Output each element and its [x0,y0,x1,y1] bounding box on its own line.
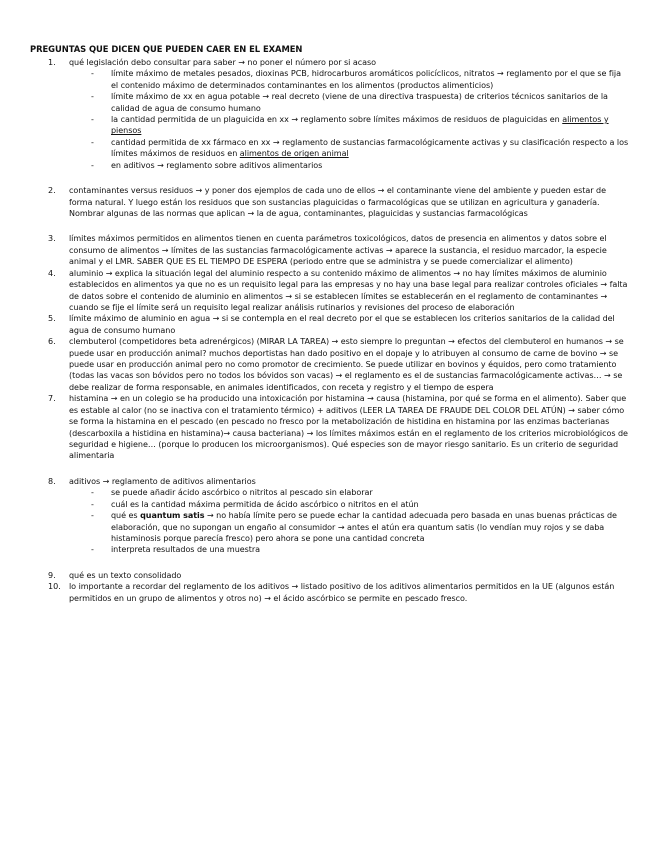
list-item [30,185,630,219]
sub-list-item: - en aditivos → reglamento sobre aditivos alimentarios [91,160,323,170]
sub-list-item: - qué es quantum satis → no había límite pero se puede echar la cantidad adecuada pero basada en unas buenas prácticas de elaboración, que no supongan un engaño al consumidor → antes el atún era quantum satis (lo vendían muy rojos y se daba histaminosis porque parecía fresco) pero ahora se pone una cantidad concreta [91,511,617,543]
sub-item-text: límite máximo de metales pesados, dioxinas PCB, hidrocarburos aromáticos policíclicos, nitratos → reglamento por el que se fija el contenido máximo de determinados contaminantes en los alimentos (productos alimenticios) [111,69,621,90]
sub-item-text: la cantidad permitida de un plaguicida en xx → reglamento sobre límites máximos de residuos de plaguicidas en [111,115,563,125]
sub-list-item: - límite máximo de xx en agua potable → real decreto (viene de una directiva traspuesta) de criterios técnicos sanitarios de la calidad de agua de consumo humano [91,92,608,113]
list-item [30,336,630,393]
sub-item-text: qué es [111,511,141,521]
spacer [30,219,630,233]
item-text: lo importante a recordar del reglamento de los aditivos → listado positivo de los aditivos alimentarios permitidos en la UE (algunos están permitidos en un grupo de alimentos y otros no) → el ácido ascórbico se permite en pescado fresco. [69,582,615,603]
questions-list [30,57,630,604]
item-text: límites máximos permitidos en alimentos tienen en cuenta parámetros toxicológicos, datos de presencia en alimentos y datos sobre el consumo de alimentos → límites de las sustancias farmacológicamente activas → aparece la sustancia, el residuo marcador, la especie animal y el LMR. SABER QUE ES EL TIEMPO DE ESPERA (periodo entre que se administra y se puede comercializar el alimento) [69,234,607,267]
item-number: 2. [48,186,56,196]
list-item [30,57,630,171]
spacer [30,556,630,570]
item-number: 3. [48,234,56,244]
sub-item-text: en aditivos → reglamento sobre aditivos alimentarios [111,160,323,170]
item-number: 4. [48,268,56,278]
list-item [30,581,630,604]
item-number: 9. [48,570,56,580]
sub-item-text: interpreta resultados de una muestra [111,545,261,555]
underlined-text: alimentos de origen animal [239,149,349,159]
item-text: qué legislación debo consultar para saber → no poner el número por si acaso [69,57,377,67]
sub-item-text: cantidad permitida de xx fármaco en xx → reglamento de sustancias farmacológicamente activas y su clasificación respecto a los límites máximos de residuos en [111,137,629,159]
item-text: contaminantes versus residuos → y poner dos ejemplos de cada uno de ellos → el contaminante viene del ambiente y pueden estar de forma natural. Y luego están los residuos que son sustancias plaguicidas o farmacológicas que se utilizan en agricultura y ganadería. Nombrar algunas de las normas que aplican → la de agua, contaminantes, plaguicidas y sustancias farmacológicas [69,186,606,218]
spacer [30,462,630,476]
item-number: 7. [48,394,56,404]
item-text: qué es un texto consolidado [69,570,182,580]
sub-item-text: se puede añadir ácido ascórbico o nitritos al pescado sin elaborar [111,488,373,498]
document-page [30,44,630,604]
list-item [30,233,630,267]
item-text: histamina → en un colegio se ha producido una intoxicación por histamina → causa (histamina, por qué se forma en el alimento). Saber que es estable al calor (no se inactiva con el tratamiento térmico) + aditivos (LEER LA TAREA DE FRAUDE DEL COLOR DEL ATÚN) → saber cómo se forma la histamina en el pescado (en pescado no fresco por la metabolización de histidina en histamina por las enzimas bacterianas (descarboxila a histidina en histamina)→ causa bacteriana) → los límites máximos están en el reglamento de los criterios microbiológicos de seguridad e higiene… (porque lo producen los microorganismos). Qué especies son de mayor riesgo sanitario. Es un criterio de seguridad alimentaria [69,394,628,461]
item-number: 10. [48,582,61,592]
sub-list-item: - límite máximo de metales pesados, dioxinas PCB, hidrocarburos aromáticos policíclicos, nitratos → reglamento por el que se fija el contenido máximo de determinados contaminantes en los alimentos (productos alimenticios) [91,69,621,90]
item-number: 8. [48,476,56,486]
item-number: 5. [48,314,56,324]
sub-item-text: límite máximo de xx en agua potable → real decreto (viene de una directiva traspuesta) de criterios técnicos sanitarios de la calidad de agua de consumo humano [111,92,608,113]
list-item [30,476,630,556]
sub-list-item: - cantidad permitida de xx fármaco en xx → reglamento de sustancias farmacológicamente activas y su clasificación respecto a los límites máximos de residuos en alimentos de origen animal [91,137,629,159]
sub-list-item: - cuál es la cantidad máxima permitida de ácido ascórbico o nitritos en el atún [91,499,419,509]
item-text: límite máximo de aluminio en agua → si se contempla en el real decreto por el que se establecen los criterios sanitarios de la calidad del agua de consumo humano [69,314,615,335]
underlined-text: alimentos y piensos [111,115,609,136]
sub-list-item: - interpreta resultados de una muestra [91,545,261,555]
sub-list-item: - se puede añadir ácido ascórbico o nitritos al pescado sin elaborar [91,488,373,498]
sub-list-item: - la cantidad permitida de un plaguicida en xx → reglamento sobre límites máximos de residuos de plaguicidas en alimentos y piensos [91,115,609,136]
item-number: 1. [48,57,56,67]
sub-item-text: cuál es la cantidad máxima permitida de ácido ascórbico o nitritos en el atún [111,499,419,509]
item-text: aditivos → reglamento de aditivos alimentarios [69,476,256,486]
document-title: PREGUNTAS QUE DICEN QUE PUEDEN CAER EN EL EXAMEN [30,44,303,54]
sub-list [69,68,630,171]
spacer [30,171,630,185]
bold-term: quantum satis [140,511,205,521]
sub-list [69,487,630,556]
item-number: 6. [48,337,56,347]
list-item [30,393,630,462]
item-text: aluminio → explica la situación legal del aluminio respecto a su contenido máximo de alimentos → no hay límites máximos de aluminio establecidos en alimentos ya que no es un requisito legal para las empresas y no hay una base legal para realizar controles oficiales → falta de datos sobre el contenido de aluminio en alimentos → si se establecen límites se establecerán en el reglamento de contaminantes → cuando se fije el límite será un requisito legal realizar análisis rutinarios y revisiones del proceso de elaboración [69,268,628,312]
list-item [30,313,630,336]
list-item [30,570,630,581]
list-item [30,268,630,314]
sub-item-text-continued: → no había límite pero se puede echar la cantidad adecuada pero basada en unas buenas prácticas de elaboración, que no supongan un engaño al consumidor → antes el atún era quantum satis (lo vendían muy rojos y se daba histaminosis porque parecía fresco) pero ahora se pone una cantidad concreta [111,511,617,543]
item-text: clembuterol (competidores beta adrenérgicos) (MIRAR LA TAREA) → esto siempre lo preguntan → efectos del clembuterol en humanos → se puede usar en producción animal? muchos deportistas han dado positivo en el dopaje y lo atribuyen al consumo de carne de bovino → se puede usar en producción animal pero no como promotor de crecimiento. Se puede utilizar en bovinos y équidos, pero como tratamiento (todas las vacas son bóvidos pero no todos los bóvidos son vacas) → el reglamento es el de sustancias farmacológicamente activas… → se debe realizar de forma responsable, en animales identificados, con receta y registro y el tiempo de espera [69,337,624,392]
